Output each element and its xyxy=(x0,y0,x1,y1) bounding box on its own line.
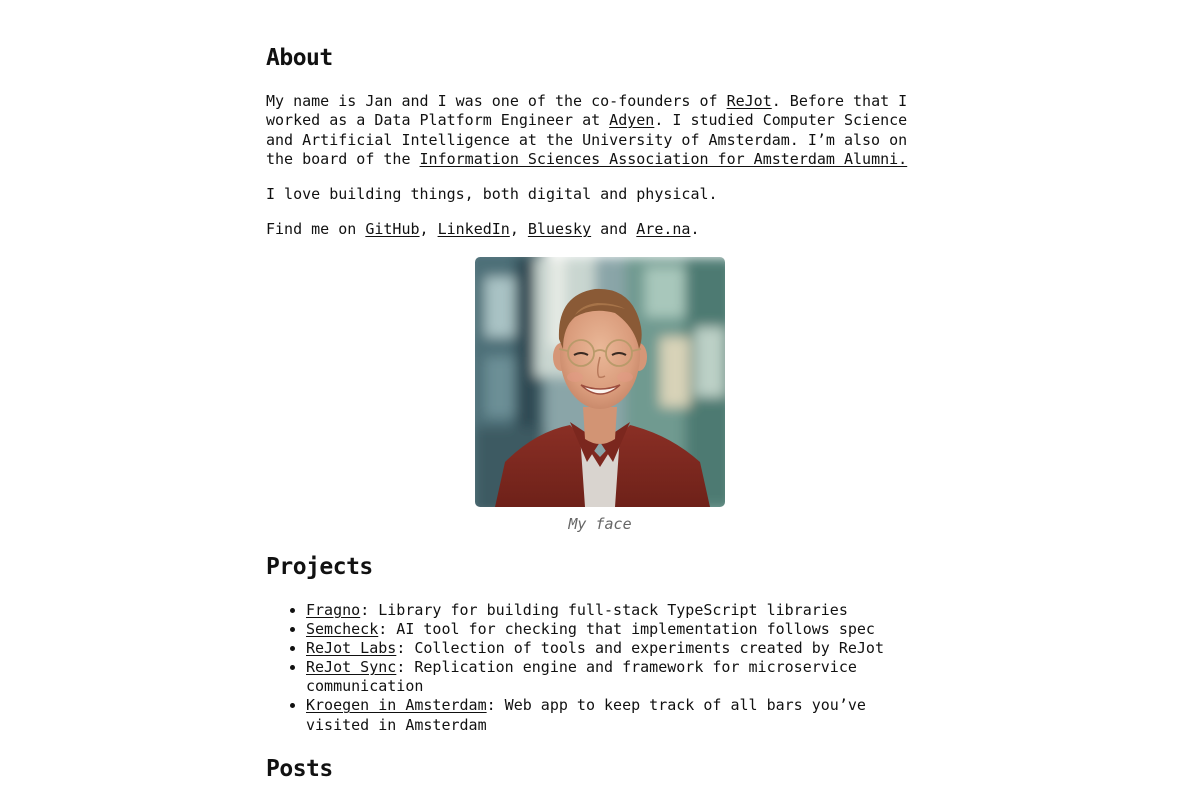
adyen-link[interactable]: Adyen xyxy=(609,111,655,130)
social-separator: , xyxy=(509,220,528,238)
project-description: : Web app to keep track of all bars you’ve visited in Amsterdam xyxy=(306,696,866,734)
social-intro-text: Find me on xyxy=(266,220,366,238)
portrait-caption: My face xyxy=(568,515,632,533)
project-link-semcheck[interactable]: Semcheck xyxy=(306,620,379,639)
about-intro-paragraph xyxy=(266,92,934,169)
social-separator: , xyxy=(419,220,438,238)
project-description: : Library for building full-stack TypeScript libraries xyxy=(360,601,848,619)
alumni-association-link[interactable]: Information Sciences Association for Amsterdam Alumni. xyxy=(419,149,908,168)
projects-list xyxy=(266,601,934,735)
projects-heading: Projects xyxy=(266,554,373,580)
project-description: : Replication engine and framework for microservice communication xyxy=(306,658,857,696)
project-link-rejot-sync[interactable]: ReJot Sync xyxy=(306,658,397,677)
about-intro-text-2: . Before that I worked as a Data Platform Engineer at xyxy=(266,92,908,130)
posts-heading: Posts xyxy=(266,756,333,782)
linkedin-link[interactable]: LinkedIn xyxy=(437,220,510,238)
about-heading: About xyxy=(266,45,333,71)
list-item xyxy=(306,601,934,620)
rejot-link[interactable]: ReJot xyxy=(726,92,772,110)
github-link[interactable]: GitHub xyxy=(365,220,420,238)
portrait-photo xyxy=(475,257,725,507)
social-end-period: . xyxy=(690,220,700,238)
project-description: : AI tool for checking that implementation follows spec xyxy=(378,620,875,639)
about-intro-text-1: My name is Jan and I was one of the co-founders of xyxy=(266,92,727,110)
arena-link[interactable]: Are.na xyxy=(636,220,691,238)
project-link-kroegen[interactable]: Kroegen in Amsterdam xyxy=(306,696,487,715)
project-description: : Collection of tools and experiments created by ReJot xyxy=(396,639,884,658)
list-item xyxy=(306,639,934,658)
list-item xyxy=(306,620,934,639)
portrait-figure xyxy=(266,257,934,534)
about-hobby-paragraph: I love building things, both digital and physical. xyxy=(266,185,718,203)
about-intro-text-3: . I studied Computer Science and Artificial Intelligence at the University of Amsterdam. I’m also on the board of the xyxy=(266,111,908,168)
project-link-fragno[interactable]: Fragno xyxy=(306,601,361,619)
list-item xyxy=(306,658,934,696)
project-link-rejot-labs[interactable]: ReJot Labs xyxy=(306,639,397,658)
list-item xyxy=(306,696,934,734)
social-links-paragraph xyxy=(266,220,700,239)
social-separator: and xyxy=(591,220,637,238)
bluesky-link[interactable]: Bluesky xyxy=(527,220,592,238)
